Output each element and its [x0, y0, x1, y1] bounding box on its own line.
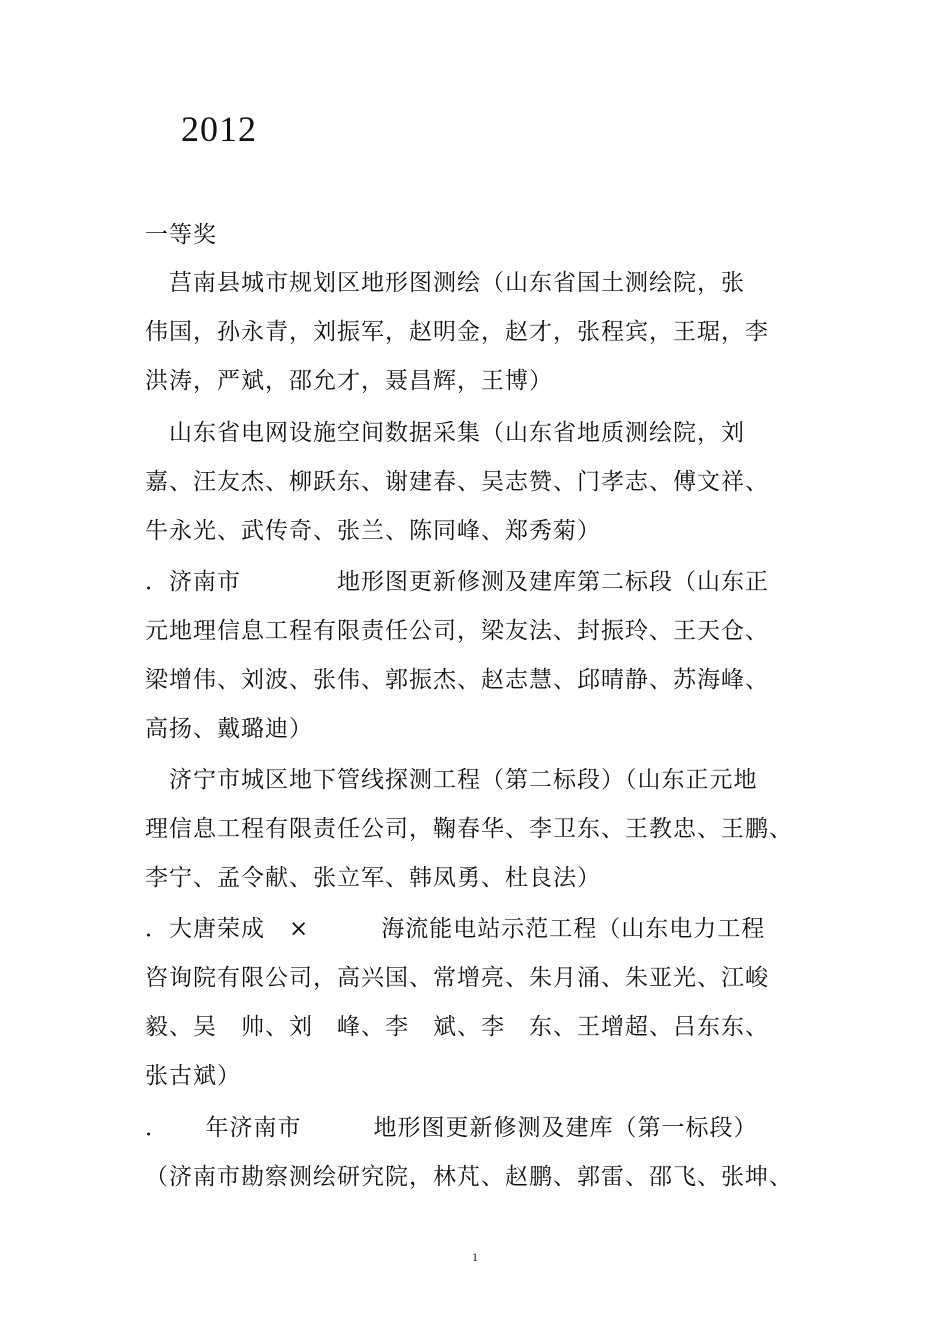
text-line: 李宁、孟令献、张立军、韩凤勇、杜良法）: [145, 865, 601, 891]
text-line: 山东省电网设施空间数据采集（山东省地质测绘院，刘: [145, 420, 745, 446]
text-line: 嘉、汪友杰、柳跃东、谢建春、吴志赞、门孝志、傅文祥、: [145, 469, 769, 495]
text-line: 咨询院有限公司，高兴国、常增亮、朱月涌、朱亚光、江峻: [145, 965, 769, 991]
text-line: 理信息工程有限责任公司，鞠春华、李卫东、王教忠、王鹏、: [145, 816, 793, 842]
award-heading: 一等奖: [145, 222, 217, 248]
text-line: ．大唐荣成 × 海流能电站示范工程（山东电力工程: [145, 916, 766, 942]
text-line: ． 年济南市 地形图更新修测及建库（第一标段）: [145, 1115, 758, 1141]
document-year: 2012: [181, 109, 257, 149]
text-line: 毅、吴 帅、刘 峰、李 斌、李 东、王增超、吕东东、: [145, 1014, 769, 1040]
text-line: 张古斌）: [145, 1063, 241, 1089]
text-line: 莒南县城市规划区地形图测绘（山东省国土测绘院，张: [145, 270, 745, 296]
text-line: ．济南市 地形图更新修测及建库第二标段（山东正: [145, 569, 769, 595]
text-line: 牛永光、武传奇、张兰、陈同峰、郑秀菊）: [145, 518, 601, 544]
text-line: 梁增伟、刘波、张伟、郭振杰、赵志慧、邱晴静、苏海峰、: [145, 667, 769, 693]
page-number: 1: [472, 1250, 478, 1264]
text-line: 高扬、戴璐迪）: [145, 716, 313, 742]
text-line: 元地理信息工程有限责任公司，梁友法、封振玲、王天仓、: [145, 618, 769, 644]
text-line: 伟国，孙永青，刘振军，赵明金，赵才，张程宾，王琚，李: [145, 319, 769, 345]
text-line: （济南市勘察测绘研究院，林芃、赵鹏、郭雷、邵飞、张坤、: [145, 1164, 793, 1190]
text-line: 洪涛，严斌，邵允才，聂昌辉，王博）: [145, 368, 553, 394]
text-line: 济宁市城区地下管线探测工程（第二标段）（山东正元地: [145, 767, 758, 793]
